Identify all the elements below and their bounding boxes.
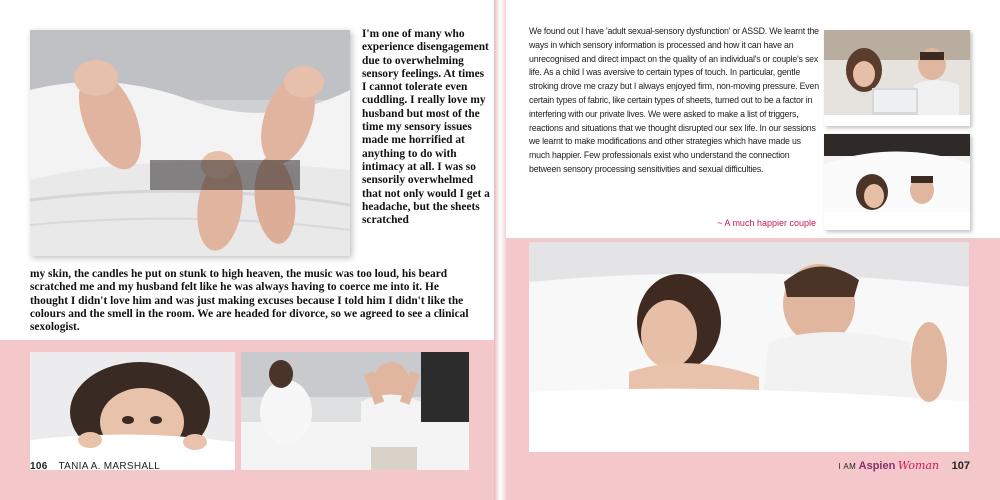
couple-under-blanket-photo — [824, 134, 970, 230]
right-folio — [839, 459, 970, 472]
couple-back-to-back-in-bed-photo — [529, 242, 969, 452]
left-page-number: 106 — [30, 461, 48, 472]
couple-with-laptop-photo — [824, 30, 970, 126]
right-page-number: 107 — [951, 460, 970, 472]
feet-under-sheet-photo — [30, 30, 350, 256]
couple-quote-text: We found out I have 'adult sexual-sensory dysfunction' or ASSD. We learnt the ways in which sensory information is processed and how it can have an unrecognised and direct impact on the quality of an individual's or couple's sex life. As a child I was aversive to certain types of touch. In particular, gentle stroking drove me crazy but I always enjoyed firm, non-moving pressure. Even certain types of fabric, like certain types of sheets, turned out to be a factor in interfering with our private lives. We were asked to make a list of triggers, reactions and situations that we thought disrupted our sex life. In our sessions we learnt to make modifications and other strategies which have made us much happier. Few professionals exist who understand the connection between sensory processing sensitivities and sexual difficulties. — [529, 26, 819, 174]
brand-aspien: Aspien — [858, 460, 896, 472]
right-page — [506, 0, 1000, 500]
quote-attribution: ~ A much happier couple — [717, 218, 816, 228]
story-continued-text: my skin, the candles he put on stunk to high heaven, the music was too loud, his beard scratched me and my husband felt like he was always having to coerce me into it. He thought I didn't love him and was just making excuses because I told him I didn't like the colours and the smell in the room. We are headed for divorce, so we agreed to see a clinical sexologist. — [30, 268, 469, 334]
story-column-text: I'm one of many who experience disengagement due to overwhelming sensory feelings. At times I cannot tolerate even cuddling. I really love my husband but most of the time my sensory issues made me horrified at anything to do with intimacy at all. I was so sensorily overwhelmed that not only would I get a headache, but the sheets scratched — [362, 28, 490, 227]
brand-woman: Woman — [897, 459, 940, 472]
left-page — [0, 0, 494, 500]
left-folio — [30, 461, 160, 472]
woman-hiding-under-blanket-photo — [30, 352, 235, 470]
book-gutter — [494, 0, 506, 500]
stressed-man-on-bed-photo — [241, 352, 469, 470]
author-name: TANIA A. MARSHALL — [58, 461, 161, 472]
brand-prefix: I AM — [838, 462, 857, 471]
